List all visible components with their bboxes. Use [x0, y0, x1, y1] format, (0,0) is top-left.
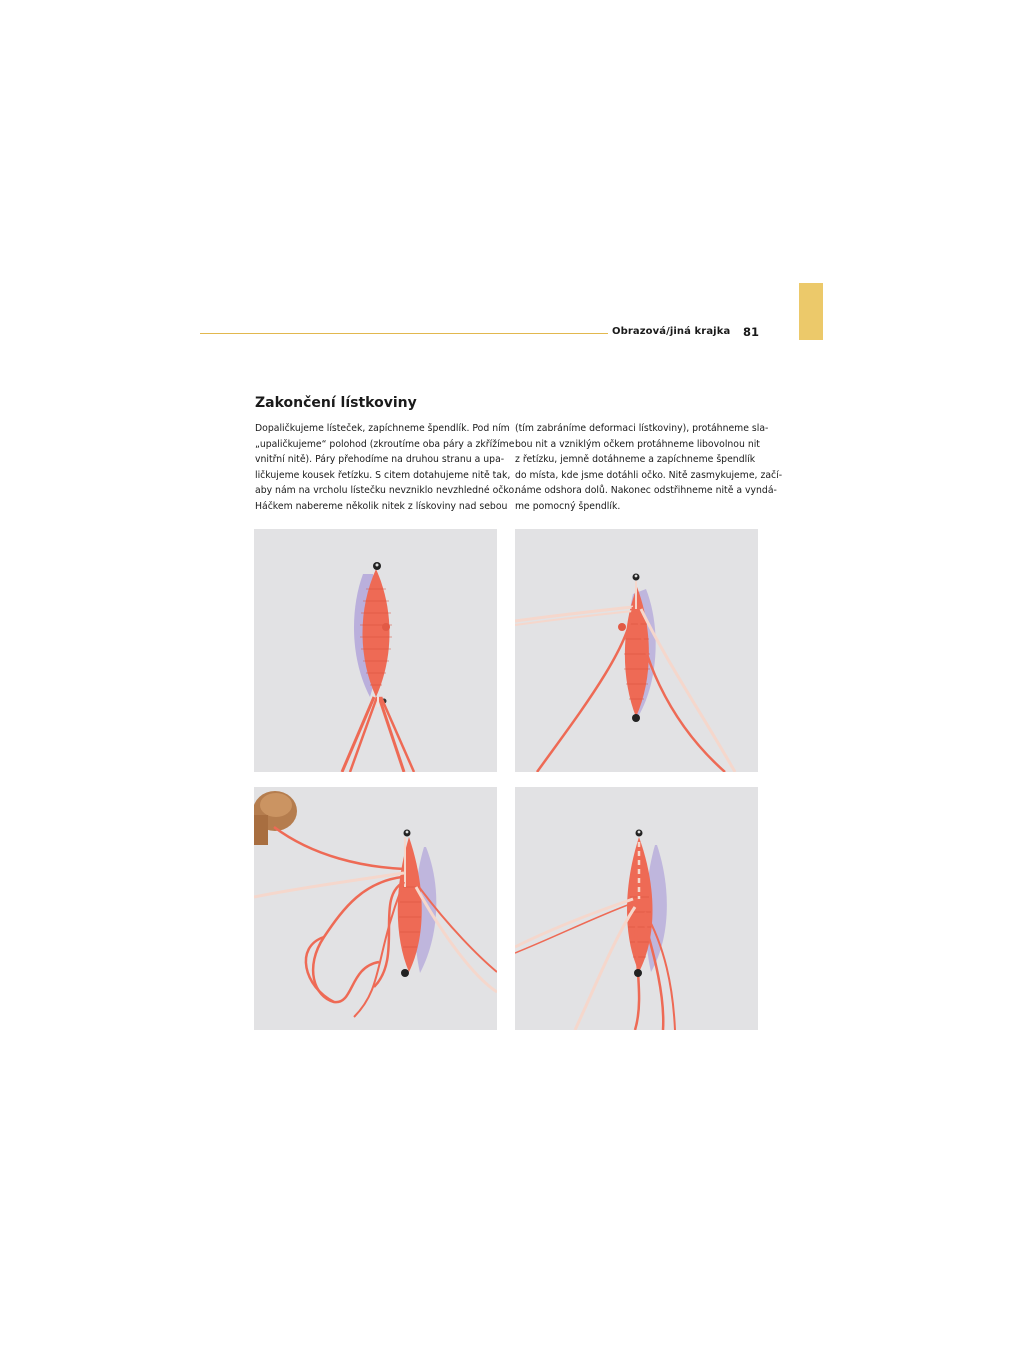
page-number: 81 [743, 325, 760, 339]
header-rule [200, 333, 608, 334]
running-header-title: Obrazová/jiná krajka [612, 326, 731, 337]
text-line: (tím zabráníme deformaci lístkoviny), protáhneme sla- [515, 423, 769, 434]
step-photo-3 [254, 787, 497, 1030]
section-title: Zakončení lístkoviny [255, 395, 417, 411]
text-line: do místa, kde jsme dotáhli očko. Nitě zasmykujeme, začí- [515, 469, 783, 481]
text-line: me pomocný špendlík. [515, 500, 621, 512]
text-line: ličkujeme kousek řetízku. S citem dotahujeme nitě tak, [255, 469, 511, 481]
text-line: Dopaličkujeme lísteček, zapíchneme špendlík. Pod ním [255, 423, 510, 434]
text-line: „upaličkujeme“ polohod (zkroutíme oba páry a zkřížíme [255, 438, 515, 450]
chapter-tab-marker [799, 283, 823, 340]
text-line: Háčkem nabereme několik nitek z lískoviny nad sebou [255, 500, 508, 512]
body-text-left-column [255, 421, 517, 515]
text-line: bou nit a vzniklým očkem protáhneme libovolnou nit [515, 438, 760, 450]
text-line: náme odshora dolů. Nakonec odstřihneme nitě a vyndá- [515, 485, 777, 497]
step-photo-2 [515, 529, 758, 772]
body-text-right-column [515, 421, 783, 515]
text-line: vnitřní nitě). Páry přehodíme na druhou stranu a upa- [255, 454, 505, 466]
step-photo-4 [515, 787, 758, 1030]
step-photo-1 [254, 529, 497, 772]
text-line: z řetízku, jemně dotáhneme a zapíchneme špendlík [515, 454, 756, 466]
text-line: aby nám na vrcholu lístečku nevzniklo nevzhledné očko. [255, 485, 517, 497]
